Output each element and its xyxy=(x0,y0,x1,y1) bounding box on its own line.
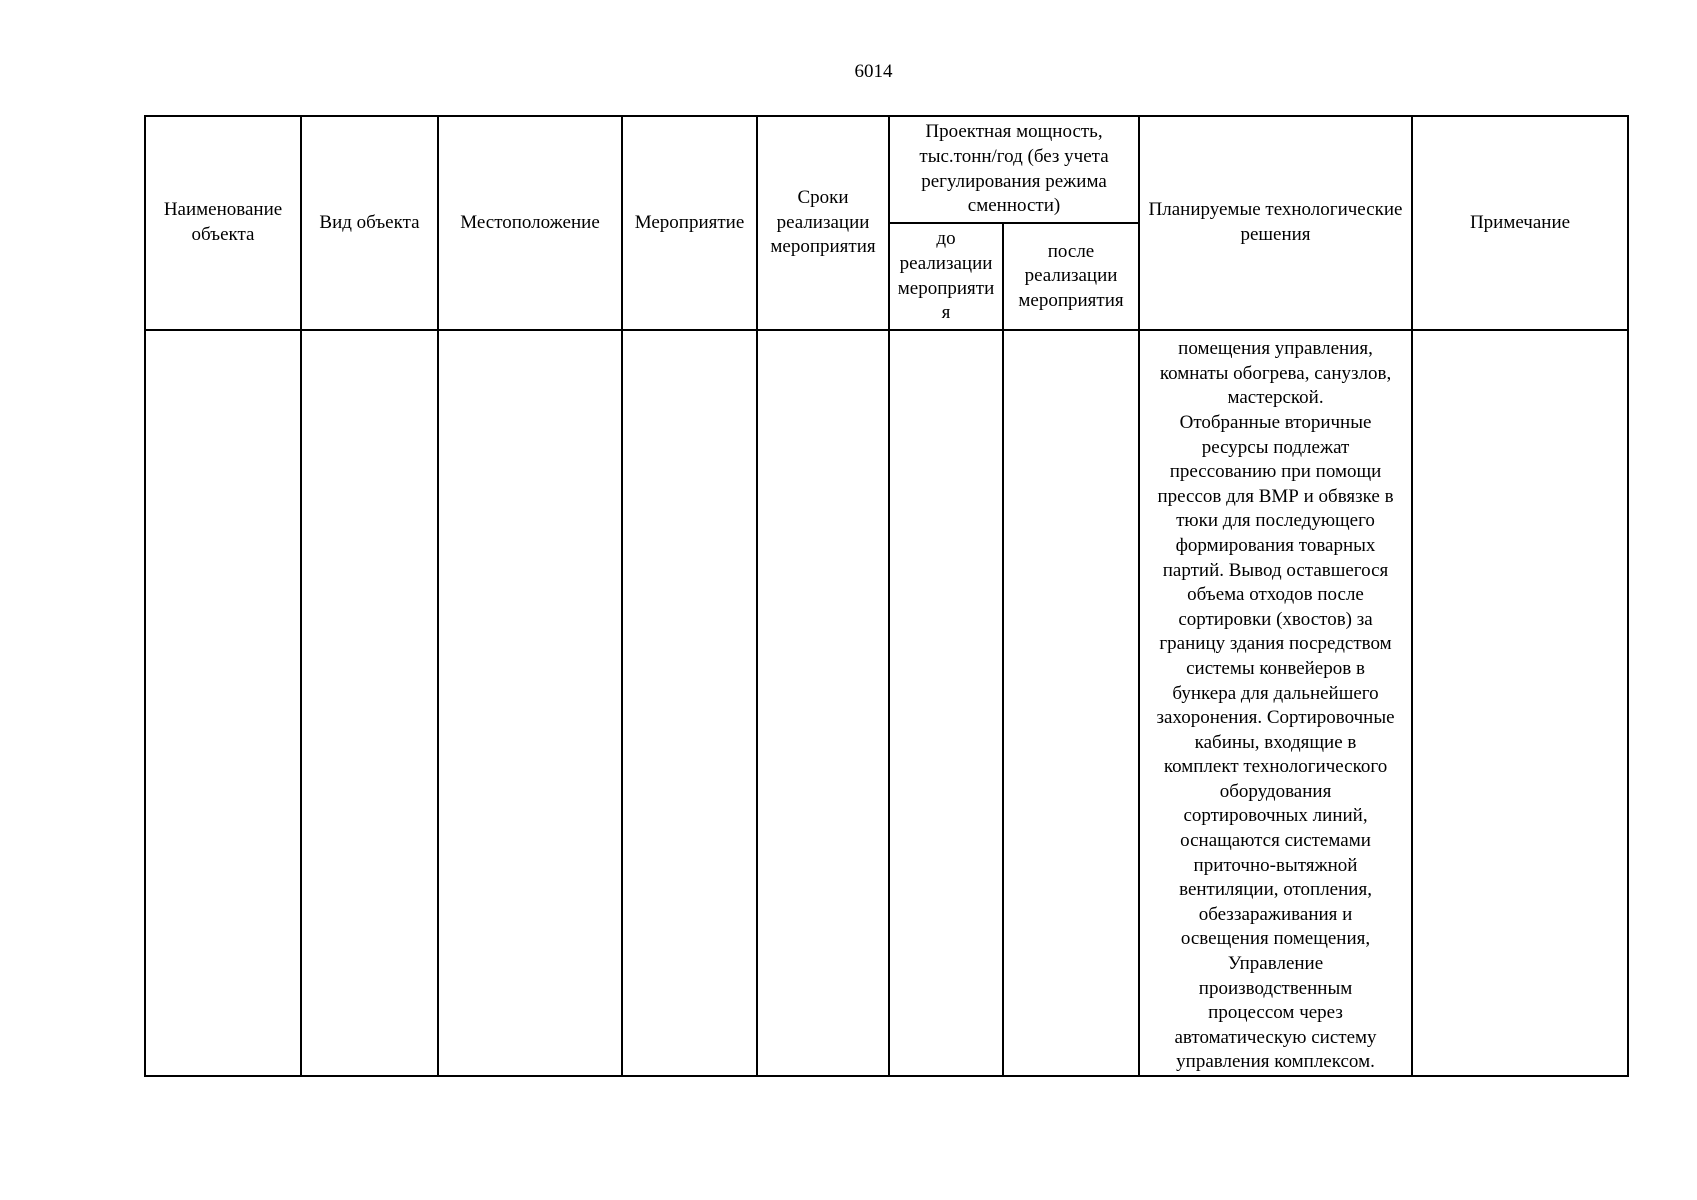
header-row-1 xyxy=(145,116,1628,223)
cell-measure xyxy=(622,330,757,1076)
cell-object-type xyxy=(301,330,438,1076)
cell-timing xyxy=(757,330,889,1076)
header-object-name: Наименование объекта xyxy=(145,116,301,330)
cell-capacity-before xyxy=(889,330,1003,1076)
cell-location xyxy=(438,330,622,1076)
header-timing: Сроки реализации мероприятия xyxy=(757,116,889,330)
cell-note xyxy=(1412,330,1628,1076)
header-measure: Мероприятие xyxy=(622,116,757,330)
planning-table xyxy=(144,115,1629,1077)
header-note: Примечание xyxy=(1412,116,1628,330)
cell-capacity-after xyxy=(1003,330,1139,1076)
header-capacity-after: после реализации мероприятия xyxy=(1003,223,1139,330)
header-capacity-group: Проектная мощность, тыс.тонн/год (без учета регулирования режима сменности) xyxy=(889,116,1139,223)
cell-object-name xyxy=(145,330,301,1076)
cell-planned-solutions: помещения управления, комнаты обогрева, санузлов, мастерской. Отобранные вторичные ресурсы подлежат прессованию при помощи прессов для ВМР и обвязке в тюки для последующего формирования товарных партий. Вывод оставшегося объема отходов после сортировки (хвостов) за границу здания посредством системы конвейеров в бункера для дальнейшего захоронения. Сортировочные кабины, входящие в комплект технологического оборудования сортировочных линий, оснащаются системами приточно-вытяжной вентиляции, отопления, обеззараживания и освещения помещения, Управление производственным процессом через автоматическую систему управления комплексом. xyxy=(1139,330,1412,1076)
header-capacity-before: до реализации мероприяти я xyxy=(889,223,1003,330)
table-row xyxy=(145,330,1628,1076)
header-object-type: Вид объекта xyxy=(301,116,438,330)
header-location: Местоположение xyxy=(438,116,622,330)
header-planned-solutions: Планируемые технологические решения xyxy=(1139,116,1412,330)
page-number: 6014 xyxy=(854,61,893,82)
